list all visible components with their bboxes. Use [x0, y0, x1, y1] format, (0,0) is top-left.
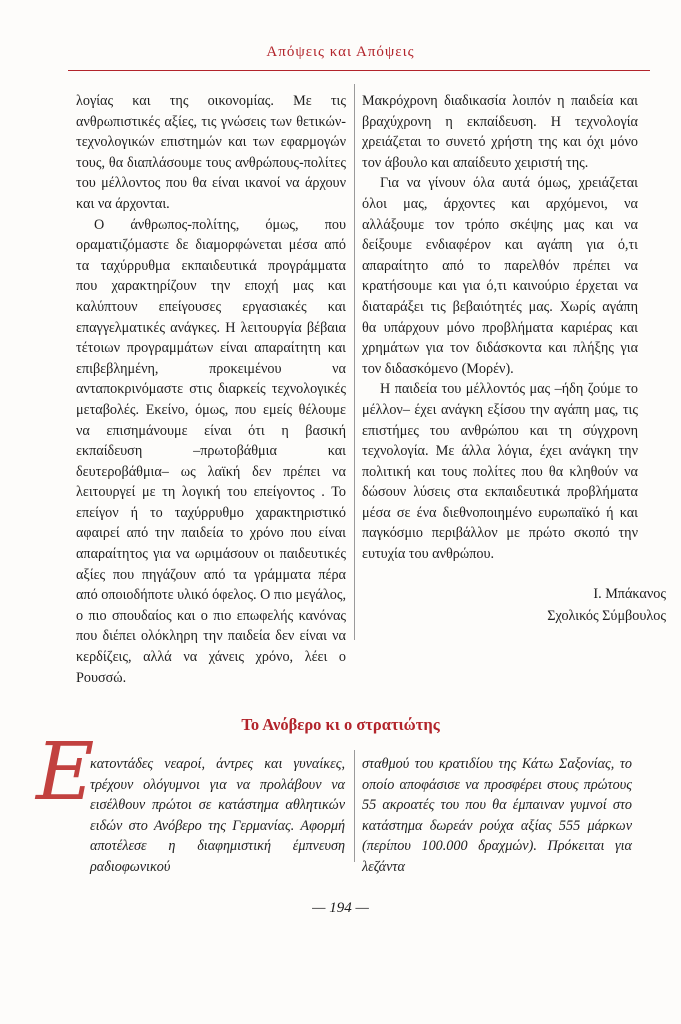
column-divider [354, 84, 355, 640]
signature-name: Ι. Μπάκανος [593, 586, 666, 602]
header-rule [68, 70, 650, 71]
right-paragraph-3: Η παιδεία του μέλλοντός μας –ήδη ζούμε το μέλλον– έχει ανάγκη εξίσου την αγάπη μας, τις επιστήμες του ανθρώπου και τη σύγχρονη τεχνολογία. Με άλλα λόγια, έχει ανάγκη την πολιτική και τους πολίτες που θα κληθούν να δώσουν λύσεις στα εκπαιδευτικά προβλήματα μέσα σε ένα διεθνοποιημένο ευρωπαϊκό ή και παγκόσμιο περιβάλλον με πρώτο σκοπό την ευτυχία του ανθρώπου. [362, 381, 638, 563]
drop-cap: Ε [36, 725, 95, 818]
signature-role: Σχολικός Σύμβουλος [547, 608, 666, 624]
article-column-divider [354, 750, 355, 862]
right-column [362, 91, 638, 565]
running-header: Απόψεις και Απόψεις [266, 44, 415, 60]
article-title: Το Ανόβερο κι ο στρατιώτης [241, 715, 440, 734]
right-paragraph-2: Για να γίνουν όλα αυτά όμως, χρειάζεται όλοι μας, άρχοντες και αρχόμενοι, να αλλάξουμε τον τρόπο σκέψης μας και να δείξουμε ενδιαφέρον και αγάπη για ό,τι απαραίτητο από το παρελθόν πρέπει να κρατήσουμε και για ό,τι καινούριο έρχεται να διαταράξει τις βεβαιότητές μας. Χωρίς αγάπη θα υπάρχουν μόνο προβλήματα καριέρας και χρημάτων για τον διδάσκοντα και πλήξης για τον διδασκόμενο (Μορέν). [362, 175, 638, 377]
article-right-column [362, 754, 632, 878]
page-number: — 194 — [312, 900, 369, 916]
left-paragraph-1: λογίας και της οικονομίας. Με τις ανθρωπιστικές αξίες, τις γνώσεις των θετικών-τεχνολογικών επιστημών και των εφαρμογών τους, θα διαπλάσουμε τους ανθρώπους-πολίτες του μέλλοντος που θα είναι ικανοί να άρχουν και να άρχονται. [76, 93, 346, 212]
left-paragraph-2: Ο άνθρωπος-πολίτης, όμως, που οραματιζόμαστε δε διαμορφώνεται μέσα από τα ταχύρρυθμα εκπαιδευτικά προγράμματα που χαρακτηρίζουν την εποχή μας και καλύπτουν επείγουσες εργασιακές και επαγγελματικές ανάγκες. Η λειτουργία βέβαια τέτοιων προγραμμάτων είναι απαραίτητη και επιβεβλημένη, προκειμένου να ανταποκρινόμαστε στις διαρκείς τεχνολογικές μεταβολές. Εκείνο, όμως, που εμείς θέλουμε να επισημάνουμε είναι ότι η βασική εκπαίδευση –πρωτοβάθμια και δευτεροβάθμια– ως λαϊκή δεν πρέπει να λειτουργεί με τη λογική του επείγοντος . Το επείγον ή το ταχύρρυθμο χαρακτηριστικό αφαιρεί από την παιδεία το χρόνο που είναι απαραίτητος για να ωριμάσουν οι παιδευτικές αξίες που πηγάζουν από τα γράμματα πέρα από οποιοδήποτε υλικό όφελος. Ο πιο μεγάλος, ο πιο σπουδαίος και ο πιο επωφελής κανόνας που διέπει ολόκληρη την παιδεία δεν είναι να κερδίζεις, αλλά να χάνεις χρόνο, λέει ο Ρουσσώ. [76, 216, 346, 686]
article-right-text: σταθμού του κρατιδίου της Κάτω Σαξονίας, το οποίο αποφάσισε να προσφέρει στους πρώτους 55 ακροατές του που θα έμπαιναν γυμνοί στο κατάστημα δωρεάν ρούχα αξίας 555 μάρκων (περίπου 100.000 δραχμών). Πρόκειται για λεζάντα [362, 756, 632, 875]
left-column [76, 91, 346, 688]
right-paragraph-1: Μακρόχρονη διαδικασία λοιπόν η παιδεία και βραχύχρονη η εκπαίδευση. Η τεχνολογία χρειάζεται το συνετό χρήστη της και όχι μόνο τον άβουλο και απαίδευτο χειριστή της. [362, 93, 638, 171]
article-left-text: κατοντάδες νεαροί, άντρες και γυναίκες, τρέχουν ολόγυμνοι για να προλάβουν να εισέλθουν πρώτοι σε κατάστημα αθλητικών ειδών στο Ανόβερο της Γερμανίας. Αφορμή αποτέλεσε η διαφημιστική έμπνευση ραδιοφωνικού [90, 756, 345, 875]
signature-block [440, 583, 666, 627]
article-left-column [90, 754, 345, 878]
